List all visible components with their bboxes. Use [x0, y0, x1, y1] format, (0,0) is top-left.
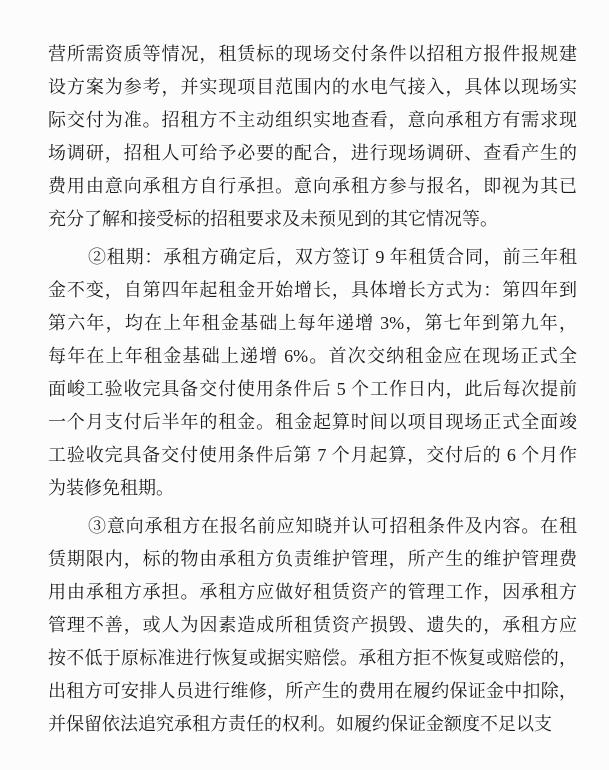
text-line: 金不变，自第四年起租金开始增长，具体增长方式为：第四年到: [48, 280, 577, 300]
text-line: 际交付为准。招租方不主动组织实地查看，意向承租方有需求现: [48, 110, 577, 130]
text-line: 按不低于原标准进行恢复或据实赔偿。承租方拒不恢复或赔偿的，: [48, 648, 577, 668]
text-line: 面峻工验收完具备交付使用条件后 5 个工作日内，此后每次提前: [48, 379, 577, 399]
text-line: 第六年，均在上年租金基础上每年递增 3%，第七年到第九年，: [48, 313, 577, 333]
text-line: 充分了解和接受标的招租要求及未预见到的其它情况等。: [48, 209, 498, 229]
text-line: 场调研，招租人可给予必要的配合，进行现场调研、查看产生的: [48, 143, 577, 163]
text-line: 并保留依法追究承租方责任的权利。如履约保证金额度不足以支: [48, 714, 552, 734]
text-line: 用由承租方承担。承租方应做好租赁资产的管理工作，因承租方: [48, 582, 577, 602]
text-line-paragraph-3-start: ③意向承租方在报名前应知晓并认可招租条件及内容。在租: [88, 516, 577, 536]
text-line: 管理不善，或人为因素造成所租赁资产损毁、遗失的，承租方应: [48, 615, 577, 635]
text-line: 为装修免租期。: [48, 478, 174, 498]
text-line: 赁期限内，标的物由承租方负责维护管理，所产生的维护管理费: [48, 549, 577, 569]
text-line: 营所需资质等情况，租赁标的现场交付条件以招租方报件报规建: [48, 44, 577, 64]
text-line: 费用由意向承租方自行承担。意向承租方参与报名，即视为其已: [48, 176, 577, 196]
text-line: 工验收完具备交付使用条件后第 7 个月起算，交付后的 6 个月作: [48, 445, 577, 465]
text-line: 设方案为参考，并实现项目范围内的水电气接入，具体以现场实: [48, 77, 577, 97]
text-line: 出租方可安排人员进行维修，所产生的费用在履约保证金中扣除，: [48, 681, 577, 701]
text-line-paragraph-2-start: ②租期：承租方确定后，双方签订 9 年租赁合同，前三年租: [88, 247, 577, 267]
text-line: 每年在上年租金基础上递增 6%。首次交纳租金应在现场正式全: [48, 346, 577, 366]
text-line: 一个月支付后半年的租金。租金起算时间以项目现场正式全面竣: [48, 412, 577, 432]
